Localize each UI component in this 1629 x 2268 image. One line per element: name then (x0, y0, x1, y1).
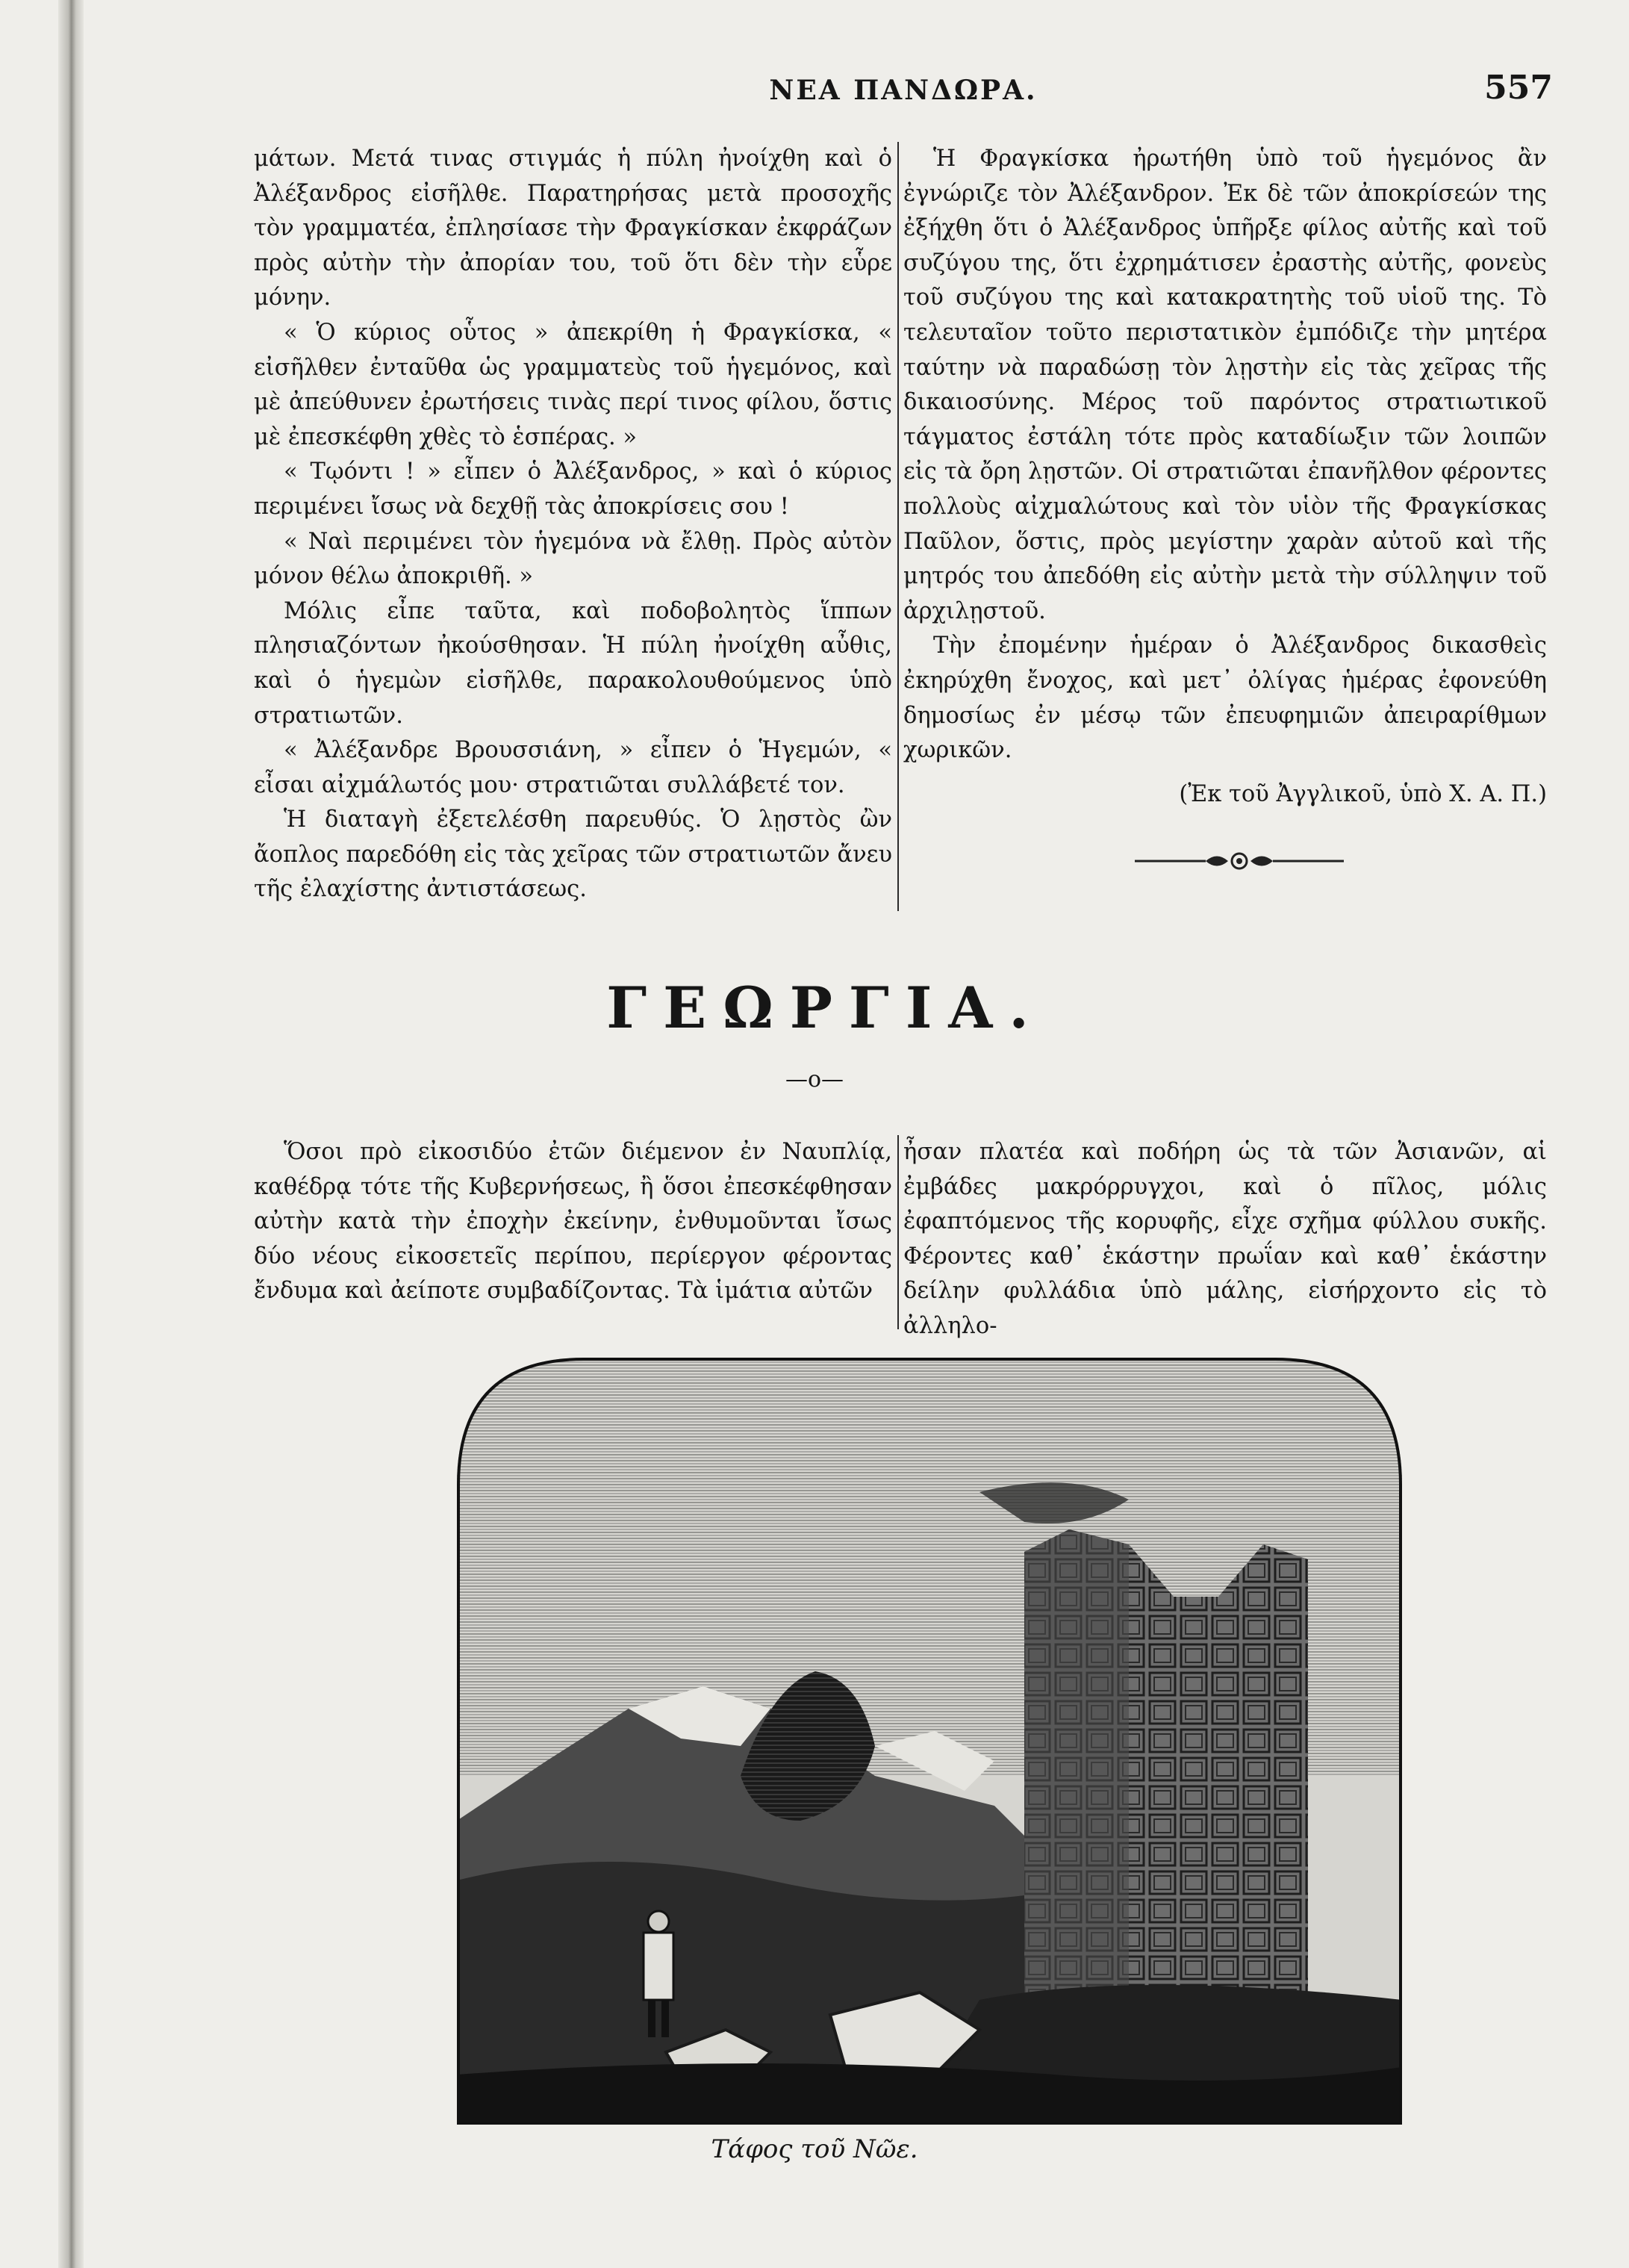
engraving-illustration (457, 1358, 1402, 2125)
illustration-caption: Τάφος τοῦ Νῶε. (711, 2134, 918, 2164)
ornament-divider (1135, 848, 1344, 874)
page-number: 557 (1484, 69, 1553, 107)
paragraph: Ἡ Φραγκίσκα ἠρωτήθη ὑπὸ τοῦ ἡγεμόνος ἂν ἐγνώριζε τὸν Ἀλέξανδρον. Ἐκ δὲ τῶν ἀποκρίσεών της ἐξήχθη ὅτι ὁ Ἀλέξανδρος ὑπῆρξε φίλος αὐτῆς καὶ τοῦ συζύγου της, ὅτι ἐχρημάτισεν ἐραστὴς αὐτῆς, φονεὺς τοῦ συζύγου της καὶ κατακρατητὴς τοῦ υἱοῦ της. Τὸ τελευταῖον τοῦτο περιστατικὸν ἐμπόδιζε τὴν μητέρα ταύτην νὰ παραδώσῃ τὸν λῃστὴν εἰς τὰς χεῖρας τῆς δικαιοσύνης. Μέρος τοῦ παρόντος στρατιωτικοῦ τάγματος ἐστάλη τότε πρὸς καταδίωξιν τῶν λοιπῶν εἰς τὰ ὄρη λῃστῶν. Οἱ στρατιῶται ἐπανῆλθον φέροντες πολλοὺς αἰχμαλώτους καὶ τὸν υἱὸν τῆς Φραγκίσκας Παῦλον, ὅστις, πρὸς μεγίστην χαρὰν αὐτοῦ καὶ τῆς μητρός του ἀπεδόθη εἰς αὐτὴν μετὰ τὴν σύλληψιν τοῦ ἀρχιλῃστοῦ. (903, 146, 1547, 624)
page-header (254, 69, 1553, 121)
column-divider-bottom (897, 1135, 899, 1329)
section-title: ΓΕΩΡΓΙΑ. (606, 975, 1045, 1041)
article2-right-column (903, 1135, 1547, 1344)
article1-right-column (903, 142, 1547, 812)
section-separator: —o— (785, 1066, 844, 1093)
paragraph: Ἡ διαταγὴ ἐξετελέσθη παρευθύς. Ὁ λῃστὸς ὢν ἄοπλος παρεδόθη εἰς τὰς χεῖρας τῶν στρατιωτῶν ἄνευ τῆς ἐλαχίστης ἀντιστάσεως. (254, 807, 892, 903)
paragraph: ἦσαν πλατέα καὶ ποδήρη ὡς τὰ τῶν Ἀσιανῶν, αἱ ἐμβάδες μακρόρρυγχοι, καὶ ὁ πῖλος, μόλις ἐφαπτόμενος τῆς κορυφῆς, εἶχε σχῆμα φύλλου συκῆς. Φέροντες καθ᾽ ἑκάστην πρωΐαν καὶ καθ᾽ ἑκάστην δείλην φυλλάδια ὑπὸ μάλης, εἰσήρχοντο εἰς τὸ ἀλληλο- (903, 1139, 1547, 1339)
source-credit: (Ἐκ τοῦ Ἀγγλικοῦ, ὑπὸ Χ. Α. Π.) (1179, 780, 1547, 807)
paragraph: « Ναὶ περιμένει τὸν ἡγεμόνα νὰ ἔλθῃ. Πρὸς αὐτὸν μόνον θέλω ἀποκριθῆ. » (254, 528, 892, 590)
paragraph: μάτων. Μετά τινας στιγμάς ἡ πύλη ἠνοίχθη καὶ ὁ Ἀλέξανδρος εἰσῆλθε. Παρατηρήσας μετὰ προσοχῆς τὸν γραμματέα, ἐπλησίασε τὴν Φραγκίσκαν ἐκφράζων πρὸς αὐτὴν τὴν ἀπορίαν του, τοῦ ὅτι δὲν τὴν εὗρε μόνην. (254, 146, 892, 311)
paragraph: Τὴν ἐπομένην ἡμέραν ὁ Ἀλέξανδρος δικασθεὶς ἐκηρύχθη ἔνοχος, καὶ μετ᾽ ὀλίγας ἡμέρας ἐφονεύθη δημοσίως ἐν μέσῳ τῶν ἐπευφημιῶν ἀπειραρίθμων χωρικῶν. (903, 633, 1547, 764)
article2-left-column (254, 1135, 892, 1309)
page-binding-shadow (58, 0, 84, 2268)
paragraph: Ὅσοι πρὸ εἰκοσιδύο ἐτῶν διέμενον ἐν Ναυπλίᾳ, καθέδρᾳ τότε τῆς Κυβερνήσεως, ἢ ὅσοι ἐπεσκέφθησαν αὐτὴν κατὰ τὴν ἐποχὴν ἐκείνην, ἐνθυμοῦνται ἴσως δύο νέους εἰκοσετεῖς περίπου, περίεργον φέροντας ἔνδυμα καὶ ἀείποτε συμβαδίζοντας. Τὰ ἱμάτια αὐτῶν (254, 1139, 892, 1305)
article1-left-column (254, 142, 892, 907)
column-divider-top (897, 142, 899, 911)
paragraph: « Τῳόντι ! » εἶπεν ὁ Ἀλέξανδρος, » καὶ ὁ κύριος περιμένει ἴσως νὰ δεχθῇ τὰς ἀποκρίσεις σου ! (254, 459, 892, 520)
paragraph: « Ὁ κύριος οὗτος » ἀπεκρίθη ἡ Φραγκίσκα, « εἰσῆλθεν ἐνταῦθα ὡς γραμματεὺς τοῦ ἡγεμόνος, καὶ μὲ ἀπεύθυνεν ἐρωτήσεις τινὰς περί τινος φίλου, ὅστις μὲ ἐπεσκέφθη χθὲς τὸ ἑσπέρας. » (254, 319, 892, 450)
running-title: ΝΕΑ ΠΑΝΔΩΡΑ. (769, 75, 1038, 106)
paragraph: « Ἀλέξανδρε Βρουσσιάνη, » εἶπεν ὁ Ἡγεμών, « εἶσαι αἰχμάλωτός μου· στρατιῶται συλλάβετέ τον. (254, 737, 892, 798)
paragraph: Μόλις εἶπε ταῦτα, καὶ ποδοβολητὸς ἵππων πλησιαζόντων ἠκούσθησαν. Ἡ πύλη ἠνοίχθη αὖθις, καὶ ὁ ἡγεμὼν εἰσῆλθε, παρακολουθούμενος ὑπὸ στρατιωτῶν. (254, 597, 892, 729)
